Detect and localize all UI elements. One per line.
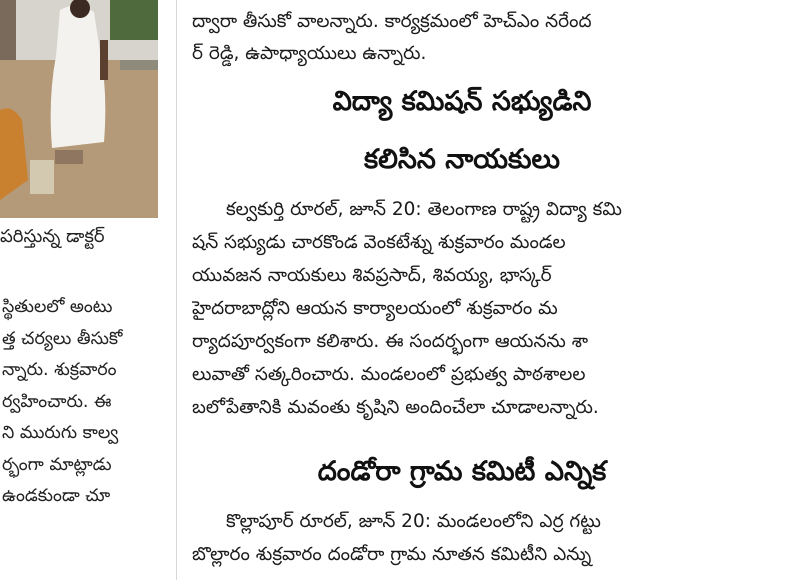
article2-headline: దండోరా గ్రామ కమిటీ ఎన్నిక: [317, 456, 607, 487]
text-line: లువాతో సత్కరించారు. మండలంలో ప్రభుత్వ పాఠశాలల: [192, 364, 586, 385]
article1-headline-line2: కలిసిన నాయకులు: [364, 144, 560, 175]
text-line: కొల్లాపూర్ రూరల్, జూన్ 20: మండలంలోని ఎర్ర గట్టు: [226, 511, 601, 532]
text-line: ర్ రెడ్డి, ఉపాధ్యాయులు ఉన్నారు.: [192, 43, 427, 64]
article1-body: [192, 193, 732, 424]
text-line: ర్వహించారు. ఈ: [2, 391, 112, 412]
text-line: ద్వారా తీసుకో వాలన్నారు. కార్యక్రమంలో హెచ్ఎం నరేంద: [192, 11, 592, 32]
text-line: స్థితులలో అంటు: [2, 297, 113, 317]
text-line: ఉండకుండా చూ: [2, 486, 111, 506]
text-line: ర్యాదపూర్వకంగా కలిశారు. ఈ సందర్భంగా ఆయనను శా: [192, 331, 589, 352]
right-column: [192, 0, 732, 580]
previous-article-ending: [192, 6, 732, 70]
text-line: బలోపేతానికి మవంతు కృషిని అందించేలా చూడాలన్నారు.: [192, 397, 599, 418]
text-line: యువజన నాయకులు శివప్రసాద్, శివయ్య, భాస్కర్: [192, 265, 552, 286]
photo-caption: పరిస్తున్న డాక్టర్: [0, 226, 105, 247]
left-column: [0, 0, 168, 580]
text-line: షన్ సభ్యుడు చారకొండ వెంకటేశ్ను శుక్రవారం మండల: [192, 232, 566, 253]
article1-headline-line1: విద్యా కమిషన్ సభ్యుడిని: [332, 86, 592, 117]
text-line: బొల్లారం శుక్రవారం దండోరా గ్రామ నూతన కమిటీని ఎన్ను: [192, 544, 592, 565]
text-line: న్నారు. శుక్రవారం: [2, 360, 117, 380]
text-line: ని మురుగు కాల్వ: [2, 423, 119, 443]
text-line: త్త చర్యలు తీసుకో: [2, 328, 123, 349]
text-line: కల్వకుర్తి రూరల్, జూన్ 20: తెలంగాణ రాష్ట్ర విద్యా కమి: [226, 199, 622, 220]
left-column-text: [2, 292, 168, 513]
photo-scene: [0, 0, 158, 218]
column-divider: [176, 0, 177, 580]
article2-body: [192, 505, 732, 571]
text-line: ర్భంగా మాట్లాడు: [2, 454, 112, 475]
news-photo: [0, 0, 158, 218]
text-line: హైదరాబాద్లోని ఆయన కార్యాలయంలో శుక్రవారం మ: [192, 298, 558, 319]
